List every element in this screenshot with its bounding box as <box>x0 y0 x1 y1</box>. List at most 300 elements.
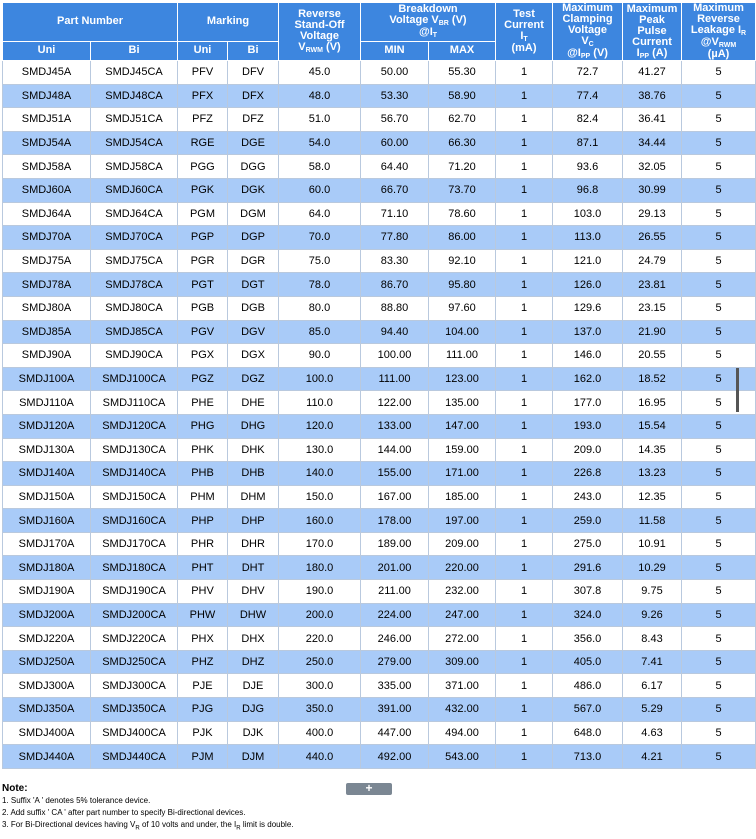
cell-peak-pulse-current: 23.81 <box>623 273 682 297</box>
header-standoff-voltage: Reverse Stand-Off Voltage $V_{RWM}$ (V) <box>279 3 361 61</box>
cell-clamping-voltage: 93.6 <box>553 155 623 179</box>
cell-part-bi: SMDJ130CA <box>91 438 178 462</box>
cell-reverse-leakage: 5 <box>682 603 756 627</box>
cell-reverse-leakage: 5 <box>682 414 756 438</box>
cell-clamping-voltage: 356.0 <box>553 627 623 651</box>
table-row <box>3 721 756 745</box>
cell-clamping-voltage: 87.1 <box>553 131 623 155</box>
cell-marking-bi: DHG <box>228 414 279 438</box>
cell-part-uni: SMDJ350A <box>3 698 91 722</box>
cell-marking-uni: PJE <box>178 674 228 698</box>
cell-breakdown-max: 543.00 <box>429 745 496 769</box>
cell-breakdown-max: 147.00 <box>429 414 496 438</box>
cell-breakdown-max: 494.00 <box>429 721 496 745</box>
cell-part-bi: SMDJ440CA <box>91 745 178 769</box>
cell-clamping-voltage: 103.0 <box>553 202 623 226</box>
cell-peak-pulse-current: 10.91 <box>623 532 682 556</box>
cell-clamping-voltage: 226.8 <box>553 462 623 486</box>
cell-reverse-leakage: 5 <box>682 226 756 250</box>
table-row <box>3 438 756 462</box>
cell-reverse-leakage: 5 <box>682 745 756 769</box>
cell-breakdown-max: 123.00 <box>429 367 496 391</box>
cell-standoff-voltage: 64.0 <box>279 202 361 226</box>
cell-test-current: 1 <box>496 84 553 108</box>
cell-peak-pulse-current: 4.21 <box>623 745 682 769</box>
cell-reverse-leakage: 5 <box>682 462 756 486</box>
note-1: 1. Suffix 'A ' denotes 5% tolerance device. <box>2 796 151 805</box>
cell-part-bi: SMDJ110CA <box>91 391 178 415</box>
cell-standoff-voltage: 200.0 <box>279 603 361 627</box>
cell-marking-bi: DHK <box>228 438 279 462</box>
cell-reverse-leakage: 5 <box>682 155 756 179</box>
cell-marking-bi: DHX <box>228 627 279 651</box>
cell-marking-bi: DJG <box>228 698 279 722</box>
cell-breakdown-min: 492.00 <box>361 745 429 769</box>
cell-marking-bi: DGX <box>228 344 279 368</box>
cell-marking-uni: PHW <box>178 603 228 627</box>
cell-peak-pulse-current: 18.52 <box>623 367 682 391</box>
cell-marking-bi: DHB <box>228 462 279 486</box>
cell-clamping-voltage: 275.0 <box>553 532 623 556</box>
cell-part-uni: SMDJ190A <box>3 580 91 604</box>
cell-standoff-voltage: 170.0 <box>279 532 361 556</box>
header-part-number: Part Number <box>3 3 178 42</box>
cell-breakdown-max: 232.00 <box>429 580 496 604</box>
cell-breakdown-max: 197.00 <box>429 509 496 533</box>
cell-test-current: 1 <box>496 296 553 320</box>
cell-marking-bi: DHM <box>228 485 279 509</box>
cell-marking-bi: DGZ <box>228 367 279 391</box>
table-row <box>3 627 756 651</box>
cell-test-current: 1 <box>496 367 553 391</box>
cell-part-uni: SMDJ130A <box>3 438 91 462</box>
cell-part-bi: SMDJ60CA <box>91 178 178 202</box>
cell-test-current: 1 <box>496 532 553 556</box>
cell-peak-pulse-current: 14.35 <box>623 438 682 462</box>
cell-breakdown-max: 185.00 <box>429 485 496 509</box>
cell-breakdown-min: 64.40 <box>361 155 429 179</box>
cell-test-current: 1 <box>496 509 553 533</box>
cell-breakdown-min: 56.70 <box>361 108 429 132</box>
cell-marking-uni: PGZ <box>178 367 228 391</box>
cell-part-uni: SMDJ140A <box>3 462 91 486</box>
cell-clamping-voltage: 162.0 <box>553 367 623 391</box>
cell-breakdown-max: 220.00 <box>429 556 496 580</box>
cell-marking-uni: PGG <box>178 155 228 179</box>
cell-clamping-voltage: 713.0 <box>553 745 623 769</box>
cell-part-uni: SMDJ120A <box>3 414 91 438</box>
cell-part-uni: SMDJ48A <box>3 84 91 108</box>
cell-breakdown-max: 111.00 <box>429 344 496 368</box>
cell-test-current: 1 <box>496 674 553 698</box>
cell-marking-uni: PGV <box>178 320 228 344</box>
cell-peak-pulse-current: 16.95 <box>623 391 682 415</box>
cell-part-uni: SMDJ64A <box>3 202 91 226</box>
cell-marking-uni: PGX <box>178 344 228 368</box>
cell-breakdown-min: 122.00 <box>361 391 429 415</box>
cell-breakdown-min: 335.00 <box>361 674 429 698</box>
cell-marking-uni: PHZ <box>178 650 228 674</box>
cell-part-uni: SMDJ170A <box>3 532 91 556</box>
cell-marking-bi: DJK <box>228 721 279 745</box>
cell-breakdown-max: 309.00 <box>429 650 496 674</box>
cell-part-uni: SMDJ45A <box>3 61 91 85</box>
cell-part-uni: SMDJ58A <box>3 155 91 179</box>
cell-part-uni: SMDJ85A <box>3 320 91 344</box>
cell-part-bi: SMDJ180CA <box>91 556 178 580</box>
cell-part-uni: SMDJ400A <box>3 721 91 745</box>
header-breakdown-voltage: Breakdown Voltage $V_{BR}$ (V) $@I_T$ <box>361 3 496 42</box>
cell-peak-pulse-current: 5.29 <box>623 698 682 722</box>
cell-breakdown-min: 86.70 <box>361 273 429 297</box>
cell-clamping-voltage: 486.0 <box>553 674 623 698</box>
cell-part-bi: SMDJ170CA <box>91 532 178 556</box>
cell-reverse-leakage: 5 <box>682 202 756 226</box>
cell-marking-bi: DHE <box>228 391 279 415</box>
cell-breakdown-max: 272.00 <box>429 627 496 651</box>
header-reverse-leakage: Maximum Reverse Leakage $I_R$ $@V_{RWM}$ (µA) <box>682 3 756 61</box>
cell-clamping-voltage: 567.0 <box>553 698 623 722</box>
table-row <box>3 745 756 769</box>
cell-breakdown-max: 78.60 <box>429 202 496 226</box>
cell-breakdown-min: 60.00 <box>361 131 429 155</box>
cell-breakdown-min: 66.70 <box>361 178 429 202</box>
cell-breakdown-min: 144.00 <box>361 438 429 462</box>
cell-test-current: 1 <box>496 391 553 415</box>
cell-standoff-voltage: 80.0 <box>279 296 361 320</box>
table-row <box>3 674 756 698</box>
cell-part-bi: SMDJ350CA <box>91 698 178 722</box>
cell-reverse-leakage: 5 <box>682 627 756 651</box>
cell-standoff-voltage: 48.0 <box>279 84 361 108</box>
cell-marking-bi: DGR <box>228 249 279 273</box>
cell-marking-bi: DHT <box>228 556 279 580</box>
table-row <box>3 650 756 674</box>
cell-peak-pulse-current: 34.44 <box>623 131 682 155</box>
cell-standoff-voltage: 54.0 <box>279 131 361 155</box>
header-max: MAX <box>429 41 496 60</box>
cell-marking-bi: DGM <box>228 202 279 226</box>
cell-clamping-voltage: 243.0 <box>553 485 623 509</box>
cell-breakdown-min: 178.00 <box>361 509 429 533</box>
cell-clamping-voltage: 405.0 <box>553 650 623 674</box>
cell-part-bi: SMDJ48CA <box>91 84 178 108</box>
scrollbar-thumb[interactable] <box>736 368 739 412</box>
cell-clamping-voltage: 177.0 <box>553 391 623 415</box>
cell-breakdown-max: 62.70 <box>429 108 496 132</box>
cell-reverse-leakage: 5 <box>682 485 756 509</box>
header-clamping-voltage: Maximum Clamping Voltage $V_C$ $@I_{PP}$ (V) <box>553 3 623 61</box>
cell-marking-uni: PFX <box>178 84 228 108</box>
cell-clamping-voltage: 209.0 <box>553 438 623 462</box>
table-row <box>3 344 756 368</box>
cell-breakdown-min: 155.00 <box>361 462 429 486</box>
table-row <box>3 391 756 415</box>
cell-clamping-voltage: 648.0 <box>553 721 623 745</box>
spec-table-container <box>2 2 747 769</box>
cell-breakdown-max: 97.60 <box>429 296 496 320</box>
cell-test-current: 1 <box>496 344 553 368</box>
cell-test-current: 1 <box>496 202 553 226</box>
cell-reverse-leakage: 5 <box>682 84 756 108</box>
cell-reverse-leakage: 5 <box>682 650 756 674</box>
cell-marking-uni: PGK <box>178 178 228 202</box>
cell-part-bi: SMDJ400CA <box>91 721 178 745</box>
table-row <box>3 320 756 344</box>
cell-part-uni: SMDJ150A <box>3 485 91 509</box>
cell-marking-bi: DJE <box>228 674 279 698</box>
cell-breakdown-min: 391.00 <box>361 698 429 722</box>
cell-breakdown-min: 71.10 <box>361 202 429 226</box>
cell-peak-pulse-current: 26.55 <box>623 226 682 250</box>
cell-part-uni: SMDJ70A <box>3 226 91 250</box>
header-marking-bi: Bi <box>228 41 279 60</box>
cell-part-uni: SMDJ100A <box>3 367 91 391</box>
cell-marking-uni: PHK <box>178 438 228 462</box>
cell-breakdown-min: 83.30 <box>361 249 429 273</box>
cell-breakdown-max: 86.00 <box>429 226 496 250</box>
cell-part-bi: SMDJ250CA <box>91 650 178 674</box>
cell-marking-uni: PJG <box>178 698 228 722</box>
cell-part-uni: SMDJ440A <box>3 745 91 769</box>
cell-reverse-leakage: 5 <box>682 438 756 462</box>
cell-clamping-voltage: 307.8 <box>553 580 623 604</box>
cell-clamping-voltage: 259.0 <box>553 509 623 533</box>
cell-marking-uni: PHX <box>178 627 228 651</box>
cell-standoff-voltage: 440.0 <box>279 745 361 769</box>
cell-marking-uni: PJK <box>178 721 228 745</box>
cell-peak-pulse-current: 32.05 <box>623 155 682 179</box>
cell-part-uni: SMDJ110A <box>3 391 91 415</box>
table-row <box>3 603 756 627</box>
cell-marking-uni: PFV <box>178 61 228 85</box>
cell-clamping-voltage: 129.6 <box>553 296 623 320</box>
cell-peak-pulse-current: 7.41 <box>623 650 682 674</box>
cell-standoff-voltage: 78.0 <box>279 273 361 297</box>
cell-part-uni: SMDJ80A <box>3 296 91 320</box>
cell-part-bi: SMDJ64CA <box>91 202 178 226</box>
cell-peak-pulse-current: 11.58 <box>623 509 682 533</box>
header-bi: Bi <box>91 41 178 60</box>
table-row <box>3 178 756 202</box>
cell-marking-bi: DGK <box>228 178 279 202</box>
table-row <box>3 202 756 226</box>
cell-part-uni: SMDJ90A <box>3 344 91 368</box>
cell-breakdown-max: 58.90 <box>429 84 496 108</box>
notes-section <box>2 783 294 835</box>
cell-peak-pulse-current: 12.35 <box>623 485 682 509</box>
cell-part-uni: SMDJ75A <box>3 249 91 273</box>
cell-reverse-leakage: 5 <box>682 320 756 344</box>
cell-test-current: 1 <box>496 108 553 132</box>
cell-breakdown-min: 53.30 <box>361 84 429 108</box>
cell-part-bi: SMDJ45CA <box>91 61 178 85</box>
cell-part-bi: SMDJ58CA <box>91 155 178 179</box>
expand-button[interactable]: + <box>346 783 392 795</box>
cell-peak-pulse-current: 30.99 <box>623 178 682 202</box>
cell-peak-pulse-current: 15.54 <box>623 414 682 438</box>
cell-peak-pulse-current: 8.43 <box>623 627 682 651</box>
cell-standoff-voltage: 100.0 <box>279 367 361 391</box>
cell-breakdown-max: 159.00 <box>429 438 496 462</box>
cell-breakdown-max: 92.10 <box>429 249 496 273</box>
cell-standoff-voltage: 58.0 <box>279 155 361 179</box>
cell-reverse-leakage: 5 <box>682 721 756 745</box>
cell-marking-uni: PGM <box>178 202 228 226</box>
cell-breakdown-min: 279.00 <box>361 650 429 674</box>
cell-standoff-voltage: 180.0 <box>279 556 361 580</box>
cell-clamping-voltage: 113.0 <box>553 226 623 250</box>
cell-standoff-voltage: 85.0 <box>279 320 361 344</box>
cell-part-bi: SMDJ160CA <box>91 509 178 533</box>
cell-breakdown-min: 133.00 <box>361 414 429 438</box>
header-test-current: Test Current $I_T$ (mA) <box>496 3 553 61</box>
cell-test-current: 1 <box>496 485 553 509</box>
cell-part-bi: SMDJ78CA <box>91 273 178 297</box>
cell-marking-bi: DGV <box>228 320 279 344</box>
table-row <box>3 532 756 556</box>
cell-peak-pulse-current: 29.13 <box>623 202 682 226</box>
table-row <box>3 414 756 438</box>
cell-clamping-voltage: 77.4 <box>553 84 623 108</box>
cell-standoff-voltage: 51.0 <box>279 108 361 132</box>
cell-marking-uni: PHE <box>178 391 228 415</box>
cell-breakdown-max: 73.70 <box>429 178 496 202</box>
cell-test-current: 1 <box>496 745 553 769</box>
cell-reverse-leakage: 5 <box>682 674 756 698</box>
cell-marking-bi: DJM <box>228 745 279 769</box>
cell-standoff-voltage: 160.0 <box>279 509 361 533</box>
cell-peak-pulse-current: 24.79 <box>623 249 682 273</box>
cell-peak-pulse-current: 9.26 <box>623 603 682 627</box>
cell-test-current: 1 <box>496 698 553 722</box>
cell-clamping-voltage: 291.6 <box>553 556 623 580</box>
cell-marking-bi: DGE <box>228 131 279 155</box>
cell-marking-uni: PGB <box>178 296 228 320</box>
cell-breakdown-min: 211.00 <box>361 580 429 604</box>
cell-marking-bi: DGB <box>228 296 279 320</box>
cell-marking-bi: DFZ <box>228 108 279 132</box>
table-row <box>3 131 756 155</box>
cell-test-current: 1 <box>496 650 553 674</box>
cell-peak-pulse-current: 20.55 <box>623 344 682 368</box>
header-marking-uni: Uni <box>178 41 228 60</box>
cell-marking-uni: PHM <box>178 485 228 509</box>
cell-part-uni: SMDJ250A <box>3 650 91 674</box>
table-row <box>3 61 756 85</box>
header-marking: Marking <box>178 3 279 42</box>
cell-marking-bi: DHW <box>228 603 279 627</box>
cell-breakdown-max: 66.30 <box>429 131 496 155</box>
cell-peak-pulse-current: 6.17 <box>623 674 682 698</box>
cell-part-uni: SMDJ180A <box>3 556 91 580</box>
cell-reverse-leakage: 5 <box>682 296 756 320</box>
cell-marking-uni: PFZ <box>178 108 228 132</box>
cell-clamping-voltage: 324.0 <box>553 603 623 627</box>
cell-breakdown-min: 224.00 <box>361 603 429 627</box>
cell-test-current: 1 <box>496 61 553 85</box>
cell-marking-uni: PGP <box>178 226 228 250</box>
header-peak-pulse-current: Maximum Peak Pulse Current $I_{PP}$ (A) <box>623 3 682 61</box>
cell-test-current: 1 <box>496 131 553 155</box>
cell-part-bi: SMDJ200CA <box>91 603 178 627</box>
cell-part-bi: SMDJ190CA <box>91 580 178 604</box>
cell-test-current: 1 <box>496 320 553 344</box>
cell-standoff-voltage: 150.0 <box>279 485 361 509</box>
cell-peak-pulse-current: 38.76 <box>623 84 682 108</box>
cell-breakdown-max: 135.00 <box>429 391 496 415</box>
cell-marking-uni: PHR <box>178 532 228 556</box>
cell-reverse-leakage: 5 <box>682 273 756 297</box>
cell-part-uni: SMDJ160A <box>3 509 91 533</box>
cell-marking-uni: RGE <box>178 131 228 155</box>
cell-standoff-voltage: 250.0 <box>279 650 361 674</box>
cell-standoff-voltage: 300.0 <box>279 674 361 698</box>
cell-marking-uni: PHG <box>178 414 228 438</box>
note-2: 2. Add suffix ' CA ' after part number to specify Bi-directional devices. <box>2 808 246 817</box>
cell-part-bi: SMDJ85CA <box>91 320 178 344</box>
cell-part-uni: SMDJ54A <box>3 131 91 155</box>
cell-breakdown-min: 447.00 <box>361 721 429 745</box>
cell-breakdown-min: 246.00 <box>361 627 429 651</box>
cell-clamping-voltage: 137.0 <box>553 320 623 344</box>
cell-breakdown-min: 94.40 <box>361 320 429 344</box>
table-row <box>3 698 756 722</box>
cell-standoff-voltage: 45.0 <box>279 61 361 85</box>
cell-part-bi: SMDJ70CA <box>91 226 178 250</box>
cell-test-current: 1 <box>496 627 553 651</box>
cell-marking-uni: PHP <box>178 509 228 533</box>
cell-marking-uni: PHV <box>178 580 228 604</box>
cell-test-current: 1 <box>496 155 553 179</box>
cell-part-uni: SMDJ300A <box>3 674 91 698</box>
cell-part-uni: SMDJ220A <box>3 627 91 651</box>
cell-reverse-leakage: 5 <box>682 249 756 273</box>
cell-part-bi: SMDJ51CA <box>91 108 178 132</box>
cell-breakdown-max: 55.30 <box>429 61 496 85</box>
cell-breakdown-min: 111.00 <box>361 367 429 391</box>
cell-breakdown-max: 371.00 <box>429 674 496 698</box>
cell-marking-uni: PGR <box>178 249 228 273</box>
cell-standoff-voltage: 220.0 <box>279 627 361 651</box>
cell-standoff-voltage: 400.0 <box>279 721 361 745</box>
cell-test-current: 1 <box>496 249 553 273</box>
cell-marking-bi: DHV <box>228 580 279 604</box>
cell-breakdown-max: 95.80 <box>429 273 496 297</box>
cell-reverse-leakage: 5 <box>682 391 756 415</box>
cell-standoff-voltage: 110.0 <box>279 391 361 415</box>
cell-peak-pulse-current: 10.29 <box>623 556 682 580</box>
cell-test-current: 1 <box>496 178 553 202</box>
cell-standoff-voltage: 350.0 <box>279 698 361 722</box>
cell-standoff-voltage: 190.0 <box>279 580 361 604</box>
cell-part-uni: SMDJ78A <box>3 273 91 297</box>
cell-peak-pulse-current: 41.27 <box>623 61 682 85</box>
cell-breakdown-max: 432.00 <box>429 698 496 722</box>
cell-breakdown-min: 201.00 <box>361 556 429 580</box>
cell-part-bi: SMDJ90CA <box>91 344 178 368</box>
cell-part-uni: SMDJ51A <box>3 108 91 132</box>
cell-marking-uni: PHT <box>178 556 228 580</box>
cell-part-bi: SMDJ140CA <box>91 462 178 486</box>
cell-part-bi: SMDJ54CA <box>91 131 178 155</box>
cell-standoff-voltage: 130.0 <box>279 438 361 462</box>
cell-reverse-leakage: 5 <box>682 556 756 580</box>
cell-breakdown-max: 247.00 <box>429 603 496 627</box>
cell-reverse-leakage: 5 <box>682 344 756 368</box>
cell-standoff-voltage: 140.0 <box>279 462 361 486</box>
cell-test-current: 1 <box>496 721 553 745</box>
